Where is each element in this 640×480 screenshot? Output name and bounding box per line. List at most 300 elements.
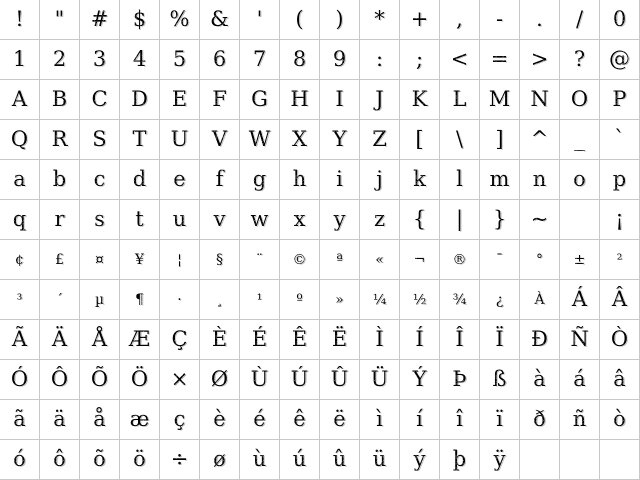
- glyph-character: g: [252, 167, 267, 191]
- glyph-character: &: [210, 7, 229, 31]
- glyph-cell[interactable]: [280, 200, 320, 240]
- glyph-character: Ç: [171, 327, 188, 351]
- glyph-cell[interactable]: [40, 400, 80, 440]
- glyph-cell[interactable]: [280, 280, 320, 320]
- glyph-cell[interactable]: [440, 320, 480, 360]
- glyph-cell[interactable]: [480, 0, 520, 40]
- glyph-character: S: [92, 127, 107, 151]
- glyph-character: A: [11, 87, 28, 111]
- glyph-cell[interactable]: [440, 0, 480, 40]
- glyph-cell[interactable]: [120, 120, 160, 160]
- glyph-character: ã: [13, 407, 26, 431]
- glyph-cell[interactable]: [480, 280, 520, 320]
- glyph-character: î: [456, 407, 463, 431]
- glyph-cell[interactable]: [80, 120, 120, 160]
- glyph-character: w: [250, 207, 269, 231]
- glyph-cell[interactable]: [560, 40, 600, 80]
- glyph-cell[interactable]: [400, 320, 440, 360]
- glyph-cell[interactable]: [280, 80, 320, 120]
- glyph-cell[interactable]: [160, 320, 200, 360]
- glyph-character: Ë: [331, 327, 348, 351]
- glyph-cell[interactable]: [120, 400, 160, 440]
- glyph-character: `: [614, 127, 625, 151]
- glyph-character: 7: [252, 47, 267, 71]
- glyph-cell[interactable]: [440, 360, 480, 400]
- glyph-cell[interactable]: [120, 320, 160, 360]
- glyph-cell[interactable]: [120, 40, 160, 80]
- glyph-cell[interactable]: [600, 160, 640, 200]
- glyph-character: /: [575, 7, 584, 31]
- glyph-character: Í: [415, 327, 424, 351]
- glyph-cell[interactable]: [240, 280, 280, 320]
- glyph-character: û: [332, 447, 347, 471]
- glyph-cell[interactable]: [320, 0, 360, 40]
- glyph-character: {: [412, 207, 427, 231]
- glyph-cell[interactable]: [440, 120, 480, 160]
- glyph-character: u: [172, 207, 187, 231]
- glyph-character: m: [489, 167, 510, 191]
- glyph-cell[interactable]: [40, 0, 80, 40]
- glyph-cell[interactable]: [120, 80, 160, 120]
- glyph-character: Ô: [50, 367, 69, 391]
- glyph-character: j: [376, 167, 383, 191]
- glyph-character: ø: [213, 447, 226, 471]
- glyph-cell[interactable]: [400, 200, 440, 240]
- glyph-cell[interactable]: [480, 400, 520, 440]
- glyph-cell[interactable]: [160, 400, 200, 440]
- glyph-character: 2: [52, 47, 67, 71]
- glyph-character: ©: [292, 251, 307, 268]
- glyph-cell[interactable]: [200, 40, 240, 80]
- glyph-cell[interactable]: [280, 240, 320, 280]
- glyph-cell[interactable]: [440, 160, 480, 200]
- glyph-cell[interactable]: [560, 160, 600, 200]
- glyph-cell[interactable]: [320, 400, 360, 440]
- glyph-character: á: [573, 367, 586, 391]
- glyph-cell[interactable]: [200, 320, 240, 360]
- glyph-character: y: [333, 207, 346, 231]
- glyph-character: ²: [616, 251, 623, 268]
- glyph-character: «: [375, 251, 384, 268]
- glyph-cell[interactable]: [240, 40, 280, 80]
- glyph-cell[interactable]: [240, 320, 280, 360]
- glyph-cell[interactable]: [600, 320, 640, 360]
- glyph-character: [: [415, 127, 424, 151]
- glyph-cell[interactable]: [480, 40, 520, 80]
- glyph-character: ¦: [177, 251, 182, 268]
- glyph-cell[interactable]: [240, 0, 280, 40]
- glyph-character: x: [293, 207, 306, 231]
- glyph-cell[interactable]: [280, 0, 320, 40]
- glyph-character: Å: [91, 327, 108, 351]
- glyph-character: ê: [293, 407, 306, 431]
- glyph-character: 9: [332, 47, 347, 71]
- glyph-character: e: [173, 167, 186, 191]
- glyph-cell[interactable]: [80, 280, 120, 320]
- glyph-character: ¬: [413, 251, 426, 268]
- glyph-cell[interactable]: [80, 360, 120, 400]
- glyph-character: ¤: [95, 251, 104, 268]
- glyph-cell[interactable]: [480, 360, 520, 400]
- glyph-cell[interactable]: [600, 120, 640, 160]
- glyph-cell[interactable]: [400, 440, 440, 480]
- glyph-cell[interactable]: [400, 400, 440, 440]
- glyph-character: ò: [613, 407, 626, 431]
- glyph-character: R: [51, 127, 68, 151]
- glyph-cell[interactable]: [40, 360, 80, 400]
- glyph-cell[interactable]: [40, 120, 80, 160]
- glyph-cell[interactable]: [160, 0, 200, 40]
- glyph-character: æ: [129, 407, 150, 431]
- glyph-cell[interactable]: [280, 120, 320, 160]
- glyph-character: Ù: [250, 367, 269, 391]
- glyph-cell[interactable]: [80, 160, 120, 200]
- glyph-cell[interactable]: [80, 440, 120, 480]
- glyph-cell[interactable]: [440, 240, 480, 280]
- glyph-character: Ü: [370, 367, 389, 391]
- glyph-character: n: [532, 167, 547, 191]
- glyph-character: F: [212, 87, 227, 111]
- glyph-cell[interactable]: [280, 360, 320, 400]
- glyph-cell[interactable]: [120, 200, 160, 240]
- glyph-cell[interactable]: [320, 280, 360, 320]
- glyph-cell-empty[interactable]: [560, 200, 600, 240]
- glyph-cell[interactable]: [360, 120, 400, 160]
- glyph-cell[interactable]: [400, 240, 440, 280]
- glyph-cell[interactable]: [320, 80, 360, 120]
- glyph-cell[interactable]: [240, 120, 280, 160]
- glyph-cell[interactable]: [360, 360, 400, 400]
- glyph-cell[interactable]: [600, 240, 640, 280]
- glyph-cell[interactable]: [320, 360, 360, 400]
- glyph-cell[interactable]: [160, 240, 200, 280]
- glyph-character: .: [536, 7, 543, 31]
- glyph-cell[interactable]: [360, 440, 400, 480]
- glyph-cell[interactable]: [240, 440, 280, 480]
- glyph-character: C: [91, 87, 108, 111]
- glyph-cell[interactable]: [80, 400, 120, 440]
- glyph-cell[interactable]: [0, 120, 40, 160]
- glyph-cell[interactable]: [440, 280, 480, 320]
- glyph-cell[interactable]: [240, 400, 280, 440]
- glyph-cell[interactable]: [520, 0, 560, 40]
- glyph-cell[interactable]: [480, 160, 520, 200]
- glyph-cell[interactable]: [200, 240, 240, 280]
- glyph-cell[interactable]: [360, 0, 400, 40]
- glyph-character: X: [292, 127, 307, 151]
- glyph-character: É: [251, 327, 268, 351]
- glyph-cell[interactable]: [480, 200, 520, 240]
- glyph-cell[interactable]: [600, 40, 640, 80]
- glyph-cell[interactable]: [560, 0, 600, 40]
- glyph-cell[interactable]: [40, 80, 80, 120]
- glyph-cell[interactable]: [480, 80, 520, 120]
- glyph-character: 4: [132, 47, 147, 71]
- glyph-character: D: [131, 87, 148, 111]
- glyph-cell[interactable]: [0, 200, 40, 240]
- glyph-cell[interactable]: [160, 200, 200, 240]
- glyph-cell[interactable]: [200, 400, 240, 440]
- glyph-character: ç: [173, 407, 186, 431]
- glyph-cell[interactable]: [320, 320, 360, 360]
- glyph-cell[interactable]: [520, 280, 560, 320]
- glyph-cell[interactable]: [560, 240, 600, 280]
- glyph-character: ½: [412, 291, 427, 308]
- glyph-character: 3: [92, 47, 107, 71]
- glyph-cell[interactable]: [520, 360, 560, 400]
- glyph-character: c: [93, 167, 106, 191]
- glyph-cell[interactable]: [600, 200, 640, 240]
- glyph-cell[interactable]: [520, 400, 560, 440]
- glyph-cell[interactable]: [320, 200, 360, 240]
- glyph-character: £: [55, 251, 64, 268]
- glyph-cell[interactable]: [440, 400, 480, 440]
- glyph-cell[interactable]: [400, 0, 440, 40]
- glyph-cell[interactable]: [560, 320, 600, 360]
- glyph-cell[interactable]: [80, 0, 120, 40]
- glyph-cell-empty[interactable]: [560, 440, 600, 480]
- glyph-character: Ê: [291, 327, 308, 351]
- glyph-cell[interactable]: [560, 120, 600, 160]
- glyph-cell[interactable]: [480, 120, 520, 160]
- glyph-character: =: [490, 47, 509, 71]
- glyph-cell[interactable]: [360, 240, 400, 280]
- glyph-cell[interactable]: [80, 240, 120, 280]
- glyph-cell[interactable]: [200, 440, 240, 480]
- glyph-cell[interactable]: [200, 80, 240, 120]
- glyph-cell[interactable]: [240, 240, 280, 280]
- glyph-cell[interactable]: [0, 440, 40, 480]
- glyph-cell[interactable]: [360, 80, 400, 120]
- glyph-character: q: [12, 207, 27, 231]
- glyph-cell[interactable]: [400, 280, 440, 320]
- glyph-cell[interactable]: [440, 40, 480, 80]
- glyph-character: Ï: [495, 327, 504, 351]
- glyph-cell[interactable]: [360, 280, 400, 320]
- glyph-cell[interactable]: [40, 280, 80, 320]
- glyph-cell[interactable]: [120, 0, 160, 40]
- glyph-cell[interactable]: [200, 120, 240, 160]
- glyph-character: è: [213, 407, 226, 431]
- glyph-cell[interactable]: [0, 280, 40, 320]
- glyph-character: M: [488, 87, 511, 111]
- glyph-character: z: [373, 207, 386, 231]
- glyph-cell[interactable]: [200, 0, 240, 40]
- glyph-cell[interactable]: [80, 320, 120, 360]
- glyph-cell[interactable]: [320, 240, 360, 280]
- glyph-character: ·: [177, 291, 182, 308]
- glyph-character: ×: [170, 367, 189, 391]
- glyph-character: ù: [252, 447, 267, 471]
- glyph-character: í: [416, 407, 423, 431]
- glyph-character: E: [171, 87, 188, 111]
- glyph-cell[interactable]: [0, 80, 40, 120]
- glyph-cell[interactable]: [360, 160, 400, 200]
- glyph-character: U: [170, 127, 189, 151]
- glyph-character: Z: [372, 127, 387, 151]
- glyph-character: ô: [53, 447, 66, 471]
- glyph-cell[interactable]: [560, 360, 600, 400]
- glyph-cell[interactable]: [0, 0, 40, 40]
- glyph-character: à: [533, 367, 546, 391]
- glyph-cell[interactable]: [560, 280, 600, 320]
- glyph-character: 5: [172, 47, 187, 71]
- glyph-cell[interactable]: [240, 80, 280, 120]
- glyph-cell[interactable]: [120, 280, 160, 320]
- glyph-cell[interactable]: [120, 160, 160, 200]
- glyph-cell[interactable]: [320, 160, 360, 200]
- glyph-cell[interactable]: [480, 240, 520, 280]
- glyph-cell[interactable]: [0, 320, 40, 360]
- glyph-cell[interactable]: [240, 160, 280, 200]
- glyph-cell[interactable]: [320, 440, 360, 480]
- glyph-cell[interactable]: [520, 320, 560, 360]
- glyph-cell[interactable]: [160, 280, 200, 320]
- glyph-cell[interactable]: [440, 200, 480, 240]
- glyph-cell[interactable]: [240, 200, 280, 240]
- glyph-character: Ã: [11, 327, 28, 351]
- glyph-cell[interactable]: [280, 440, 320, 480]
- glyph-cell[interactable]: [80, 80, 120, 120]
- glyph-cell[interactable]: [200, 200, 240, 240]
- glyph-character: \: [455, 127, 464, 151]
- glyph-character: V: [211, 127, 228, 151]
- glyph-character: ÷: [170, 447, 189, 471]
- glyph-character: Ò: [610, 327, 629, 351]
- glyph-character: â: [613, 367, 626, 391]
- glyph-cell[interactable]: [360, 320, 400, 360]
- glyph-character: G: [251, 87, 268, 111]
- glyph-cell[interactable]: [320, 120, 360, 160]
- glyph-cell[interactable]: [40, 160, 80, 200]
- glyph-cell[interactable]: [400, 360, 440, 400]
- glyph-character: #: [90, 7, 109, 31]
- glyph-cell[interactable]: [0, 40, 40, 80]
- glyph-cell[interactable]: [0, 360, 40, 400]
- glyph-cell[interactable]: [160, 120, 200, 160]
- glyph-cell[interactable]: [520, 80, 560, 120]
- glyph-character: ": [54, 7, 65, 31]
- glyph-cell[interactable]: [480, 440, 520, 480]
- glyph-cell[interactable]: [520, 40, 560, 80]
- glyph-character: ¶: [135, 291, 144, 308]
- glyph-cell[interactable]: [40, 320, 80, 360]
- glyph-cell[interactable]: [40, 40, 80, 80]
- glyph-cell[interactable]: [80, 40, 120, 80]
- glyph-cell[interactable]: [280, 320, 320, 360]
- glyph-cell[interactable]: [400, 160, 440, 200]
- glyph-character: $: [132, 7, 147, 31]
- glyph-character: ): [335, 7, 344, 31]
- glyph-cell[interactable]: [560, 400, 600, 440]
- glyph-cell[interactable]: [560, 80, 600, 120]
- glyph-cell[interactable]: [0, 400, 40, 440]
- glyph-cell[interactable]: [520, 200, 560, 240]
- glyph-character: P: [612, 87, 627, 111]
- glyph-cell[interactable]: [160, 160, 200, 200]
- glyph-cell[interactable]: [520, 240, 560, 280]
- glyph-cell-empty[interactable]: [520, 440, 560, 480]
- glyph-cell[interactable]: [40, 240, 80, 280]
- glyph-cell[interactable]: [600, 0, 640, 40]
- glyph-character: ë: [333, 407, 346, 431]
- glyph-cell[interactable]: [360, 200, 400, 240]
- glyph-cell[interactable]: [120, 240, 160, 280]
- glyph-character: L: [452, 87, 467, 111]
- glyph-cell[interactable]: [280, 40, 320, 80]
- glyph-cell[interactable]: [40, 440, 80, 480]
- glyph-cell[interactable]: [440, 80, 480, 120]
- glyph-cell[interactable]: [160, 440, 200, 480]
- glyph-character: ³: [16, 291, 23, 308]
- glyph-cell[interactable]: [240, 360, 280, 400]
- glyph-character: }: [492, 207, 507, 231]
- glyph-cell[interactable]: [400, 120, 440, 160]
- glyph-cell[interactable]: [200, 280, 240, 320]
- glyph-character: 8: [292, 47, 307, 71]
- glyph-character: ,: [456, 7, 463, 31]
- glyph-cell[interactable]: [0, 160, 40, 200]
- glyph-character: Ñ: [570, 327, 589, 351]
- glyph-cell[interactable]: [360, 40, 400, 80]
- glyph-cell[interactable]: [600, 280, 640, 320]
- glyph-cell[interactable]: [120, 440, 160, 480]
- glyph-character: ¯: [496, 251, 503, 268]
- glyph-cell[interactable]: [0, 240, 40, 280]
- glyph-cell[interactable]: [400, 80, 440, 120]
- glyph-cell-empty[interactable]: [600, 440, 640, 480]
- glyph-character: r: [54, 207, 65, 231]
- glyph-cell[interactable]: [160, 360, 200, 400]
- glyph-character: Ø: [210, 367, 229, 391]
- glyph-character: Ý: [412, 367, 427, 391]
- glyph-character: 6: [212, 47, 227, 71]
- glyph-character: !: [15, 7, 24, 31]
- glyph-cell[interactable]: [280, 160, 320, 200]
- glyph-cell[interactable]: [600, 360, 640, 400]
- glyph-cell[interactable]: [320, 40, 360, 80]
- glyph-cell[interactable]: [280, 400, 320, 440]
- glyph-character: §: [216, 251, 223, 268]
- glyph-cell[interactable]: [600, 400, 640, 440]
- glyph-character: Y: [332, 127, 347, 151]
- glyph-character: Ì: [375, 327, 384, 351]
- glyph-cell[interactable]: [480, 320, 520, 360]
- glyph-cell[interactable]: [360, 400, 400, 440]
- glyph-character: ¿: [495, 291, 504, 308]
- glyph-cell[interactable]: [200, 160, 240, 200]
- glyph-character: s: [94, 207, 105, 231]
- glyph-character: ^: [530, 127, 549, 151]
- glyph-cell[interactable]: [160, 80, 200, 120]
- glyph-cell[interactable]: [80, 200, 120, 240]
- glyph-cell[interactable]: [400, 40, 440, 80]
- glyph-character: »: [335, 291, 344, 308]
- glyph-cell[interactable]: [160, 40, 200, 80]
- glyph-character: @: [609, 47, 630, 71]
- glyph-cell[interactable]: [200, 360, 240, 400]
- glyph-cell[interactable]: [600, 80, 640, 120]
- glyph-character: <: [450, 47, 469, 71]
- glyph-cell[interactable]: [120, 360, 160, 400]
- glyph-character: ß: [492, 367, 507, 391]
- glyph-cell[interactable]: [520, 120, 560, 160]
- glyph-character: 0: [612, 7, 627, 31]
- glyph-character: %: [169, 7, 190, 31]
- glyph-cell[interactable]: [440, 440, 480, 480]
- glyph-cell[interactable]: [40, 200, 80, 240]
- glyph-cell[interactable]: [520, 160, 560, 200]
